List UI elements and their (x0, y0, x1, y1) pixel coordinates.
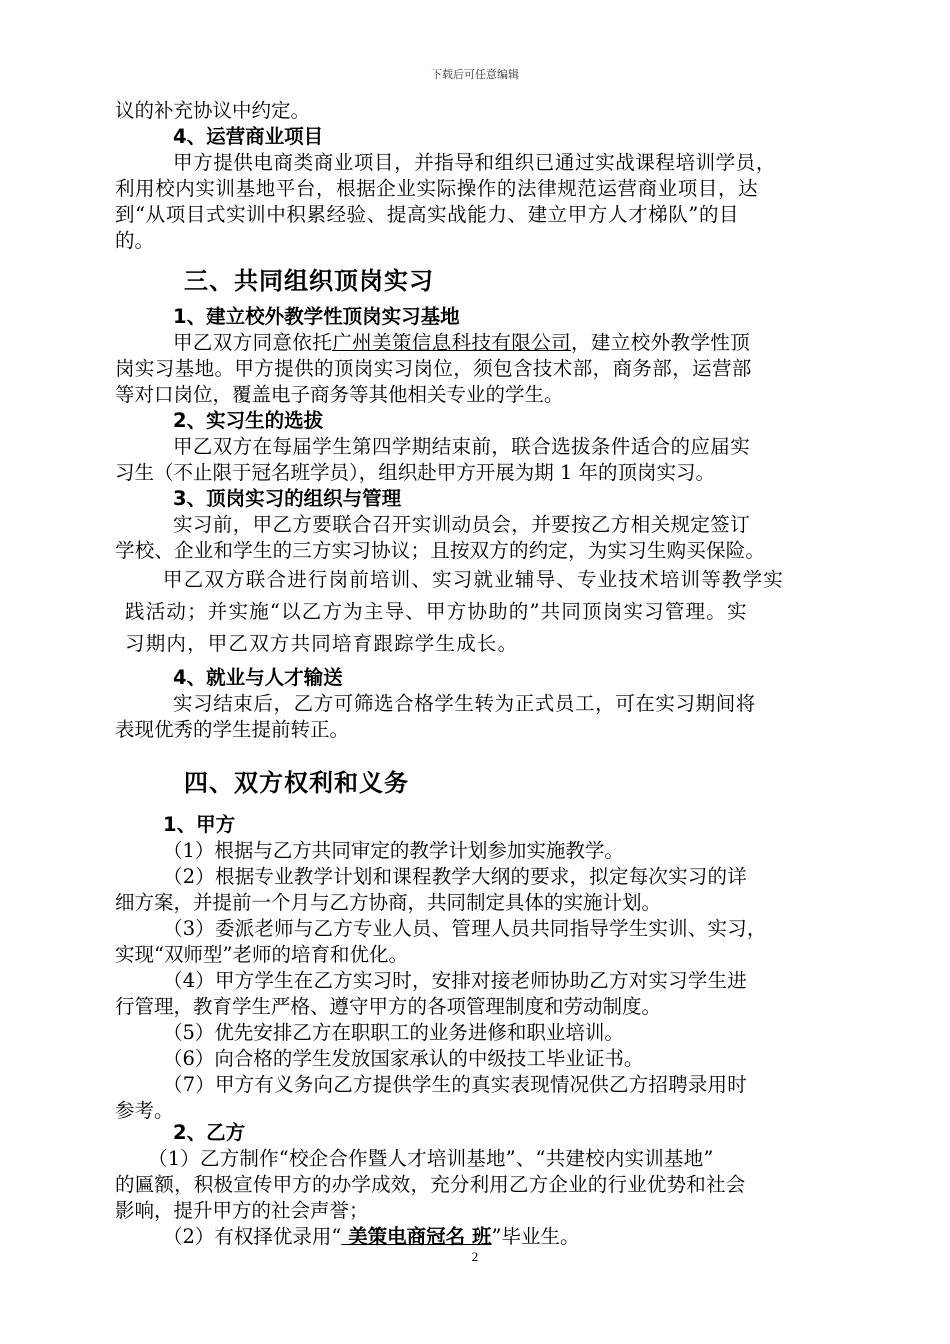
body-text-line: 践活动；并实施“以乙方为主导、甲方协助的”共同顶岗实习管理。实 (125, 600, 748, 623)
body-text: ”毕业生。 (491, 1225, 580, 1248)
body-text-line: 甲乙双方在每届学生第四学期结束前，联合选拔条件适合的应届实 (173, 435, 751, 458)
body-text-line: （2）根据专业教学计划和课程教学大纲的要求，拟定每次实习的详 (163, 865, 747, 888)
subsection-heading: 4、运营商业项目 (173, 125, 324, 148)
section-heading: 四、双方权利和义务 (184, 769, 409, 797)
subsection-heading: 3、顶岗实习的组织与管理 (173, 487, 402, 510)
body-text-line: 的匾额，积极宣传甲方的办学成效，充分利用乙方企业的行业优势和社会 (115, 1173, 746, 1196)
page-number: 2 (471, 1249, 479, 1264)
body-text-line: 表现优秀的学生提前转正。 (115, 718, 350, 741)
body-text-line (173, 330, 750, 356)
body-text: ，建立校外教学性顶 (571, 331, 751, 354)
subsection-heading: 4、就业与人才输送 (173, 666, 343, 689)
subsection-heading: 1、建立校外教学性顶岗实习基地 (173, 305, 460, 328)
subsection-heading: 1、甲方 (163, 813, 236, 836)
body-text: 甲乙双方同意依托 (173, 331, 333, 354)
body-text-line: （1）乙方制作“校企合作暨人才培训基地”、“共建校内实训基地” (148, 1147, 714, 1170)
body-text-line: （3）委派老师与乙方专业人员、管理人员共同指导学生实训、实习， (163, 917, 767, 940)
body-text-line: 岗实习基地。甲方提供的顶岗实习岗位，须包含技术部，商务部，运营部 (115, 357, 752, 380)
body-text-line: 习期内，甲乙双方共同培育跟踪学生成长。 (125, 632, 519, 655)
body-text-line: 到“从项目式实训中积累经验、提高实战能力、建立甲方人才梯队”的目 (115, 203, 740, 226)
body-text-line: （1）根据与乙方共同审定的教学计划参加实施教学。 (163, 839, 624, 862)
page-header: 下载后可任意编辑 (431, 68, 519, 81)
body-text-line: 参考。 (115, 1099, 174, 1122)
body-text-line: 等对口岗位，覆盖电子商务等其他相关专业的学生。 (115, 383, 564, 406)
body-text-line: 议的补充协议中约定。 (115, 99, 311, 122)
body-text-line: 习生（不止限于冠名班学员），组织赴甲方开展为期 1 年的顶岗实习。 (115, 461, 716, 484)
body-text-line: 利用校内实训基地平台，根据企业实际操作的法律规范运营商业项目，达 (115, 177, 759, 200)
body-text-line: 行管理，教育学生严格、遵守甲方的各项管理制度和劳动制度。 (115, 995, 662, 1018)
body-text-line: （4）甲方学生在乙方实习时，安排对接老师协助乙方对实习学生进 (163, 969, 747, 992)
body-text-line: （5）优先安排乙方在职职工的业务进修和职业培训。 (163, 1021, 624, 1044)
body-text-line: 实习前，甲乙方要联合召开实训动员会，并要按乙方相关规定签订 (173, 513, 751, 536)
body-text-line: 实现“双师型”老师的培育和优化。 (115, 943, 408, 966)
body-text-line: 实习结束后，乙方可筛选合格学生转为正式员工，可在实习期间将 (173, 692, 756, 715)
class-name: 美策电商冠名 班 (341, 1225, 492, 1248)
subsection-heading: 2、乙方 (173, 1121, 246, 1144)
body-text-line (163, 1224, 579, 1250)
body-text-line: （6）向合格的学生发放国家承认的中级技工毕业证书。 (163, 1047, 644, 1070)
body-text-line: 细方案，并提前一个月与乙方协商，共同制定具体的实施计划。 (115, 891, 662, 914)
body-text-line: 影响，提升甲方的社会声誉； (115, 1199, 369, 1222)
body-text-line: 学校、企业和学生的三方实习协议；且按双方的约定，为实习生购买保险。 (115, 539, 766, 562)
body-text: （2）有权择优录用“ (163, 1225, 342, 1248)
body-text-line: 的。 (115, 229, 155, 252)
body-text-line: 甲乙双方联合进行岗前培训、实习就业辅导、专业技术培训等教学实 (163, 568, 785, 591)
section-heading: 三、共同组织顶岗实习 (184, 267, 434, 295)
subsection-heading: 2、实习生的选拔 (173, 409, 324, 432)
body-text-line: （7）甲方有义务向乙方提供学生的真实表现情况供乙方招聘录用时 (163, 1073, 747, 1096)
body-text-line: 甲方提供电商类商业项目，并指导和组织已通过实战课程培训学员， (173, 151, 777, 174)
company-name: 广州美策信息科技有限公司 (332, 331, 572, 354)
